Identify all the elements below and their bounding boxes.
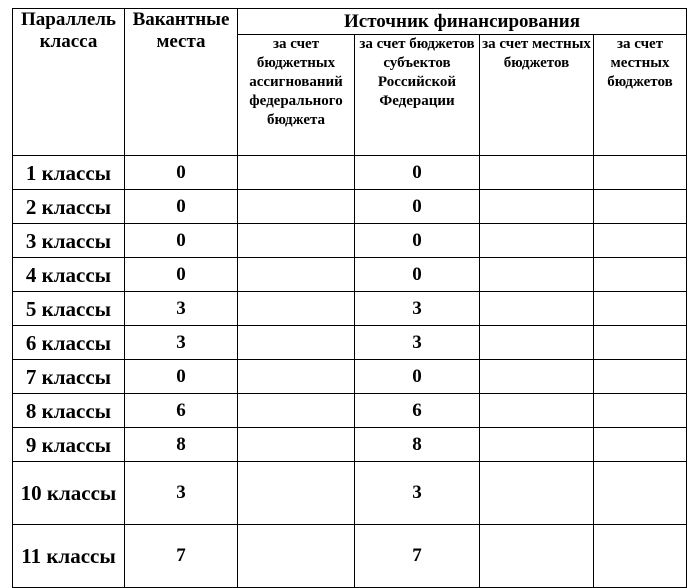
row-label: 1 классы bbox=[13, 156, 125, 190]
local-cell-2 bbox=[594, 525, 687, 588]
vacancies-cell: 0 bbox=[125, 156, 238, 190]
federal-cell bbox=[238, 428, 355, 462]
regional-cell: 6 bbox=[355, 394, 480, 428]
vacancies-cell: 8 bbox=[125, 428, 238, 462]
federal-cell bbox=[238, 292, 355, 326]
local-cell-1 bbox=[480, 224, 594, 258]
header-federal-budget: за счет бюджетных ассигнований федерального бюджета bbox=[238, 35, 355, 156]
table-row bbox=[13, 326, 687, 360]
table-row bbox=[13, 258, 687, 292]
local-cell-1 bbox=[480, 326, 594, 360]
local-cell-1 bbox=[480, 258, 594, 292]
local-cell-2 bbox=[594, 258, 687, 292]
row-label: 7 классы bbox=[13, 360, 125, 394]
table-row bbox=[13, 525, 687, 588]
local-cell-2 bbox=[594, 462, 687, 525]
header-local-budget-2: за счет местных бюджетов bbox=[594, 35, 687, 156]
federal-cell bbox=[238, 190, 355, 224]
row-label: 8 классы bbox=[13, 394, 125, 428]
local-cell-1 bbox=[480, 525, 594, 588]
local-cell-2 bbox=[594, 190, 687, 224]
table-row bbox=[13, 190, 687, 224]
header-vacancies: Вакантные места bbox=[125, 9, 238, 156]
vacancies-cell: 3 bbox=[125, 326, 238, 360]
regional-cell: 7 bbox=[355, 525, 480, 588]
vacancies-cell: 3 bbox=[125, 292, 238, 326]
row-label: 4 классы bbox=[13, 258, 125, 292]
federal-cell bbox=[238, 360, 355, 394]
federal-cell bbox=[238, 394, 355, 428]
vacancies-cell: 7 bbox=[125, 525, 238, 588]
vacancies-cell: 0 bbox=[125, 258, 238, 292]
row-label: 11 классы bbox=[13, 525, 125, 588]
regional-cell: 0 bbox=[355, 360, 480, 394]
regional-cell: 3 bbox=[355, 462, 480, 525]
regional-cell: 0 bbox=[355, 156, 480, 190]
regional-cell: 0 bbox=[355, 190, 480, 224]
regional-cell: 3 bbox=[355, 292, 480, 326]
header-funding-source: Источник финансирования bbox=[238, 9, 687, 35]
local-cell-1 bbox=[480, 360, 594, 394]
row-label: 10 классы bbox=[13, 462, 125, 525]
header-local-budget-1: за счет местных бюджетов bbox=[480, 35, 594, 156]
table-row bbox=[13, 156, 687, 190]
row-label: 5 классы bbox=[13, 292, 125, 326]
local-cell-2 bbox=[594, 428, 687, 462]
federal-cell bbox=[238, 258, 355, 292]
table-row bbox=[13, 462, 687, 525]
local-cell-2 bbox=[594, 326, 687, 360]
local-cell-2 bbox=[594, 292, 687, 326]
vacancies-table bbox=[12, 8, 687, 588]
row-label: 3 классы bbox=[13, 224, 125, 258]
table-row bbox=[13, 224, 687, 258]
vacancies-cell: 0 bbox=[125, 190, 238, 224]
local-cell-1 bbox=[480, 428, 594, 462]
table-row bbox=[13, 360, 687, 394]
local-cell-2 bbox=[594, 224, 687, 258]
header-regional-budget: за счет бюджетов субъектов Российской Федерации bbox=[355, 35, 480, 156]
table-row bbox=[13, 292, 687, 326]
header-parallel: Параллель класса bbox=[13, 9, 125, 156]
regional-cell: 0 bbox=[355, 258, 480, 292]
local-cell-2 bbox=[594, 394, 687, 428]
table-row bbox=[13, 428, 687, 462]
vacancies-cell: 6 bbox=[125, 394, 238, 428]
federal-cell bbox=[238, 525, 355, 588]
local-cell-2 bbox=[594, 360, 687, 394]
regional-cell: 8 bbox=[355, 428, 480, 462]
federal-cell bbox=[238, 224, 355, 258]
local-cell-1 bbox=[480, 394, 594, 428]
local-cell-2 bbox=[594, 156, 687, 190]
local-cell-1 bbox=[480, 462, 594, 525]
federal-cell bbox=[238, 462, 355, 525]
table-row bbox=[13, 394, 687, 428]
local-cell-1 bbox=[480, 190, 594, 224]
vacancies-cell: 0 bbox=[125, 224, 238, 258]
row-label: 9 классы bbox=[13, 428, 125, 462]
regional-cell: 0 bbox=[355, 224, 480, 258]
vacancies-cell: 3 bbox=[125, 462, 238, 525]
local-cell-1 bbox=[480, 292, 594, 326]
local-cell-1 bbox=[480, 156, 594, 190]
row-label: 2 классы bbox=[13, 190, 125, 224]
federal-cell bbox=[238, 156, 355, 190]
vacancies-cell: 0 bbox=[125, 360, 238, 394]
federal-cell bbox=[238, 326, 355, 360]
row-label: 6 классы bbox=[13, 326, 125, 360]
regional-cell: 3 bbox=[355, 326, 480, 360]
